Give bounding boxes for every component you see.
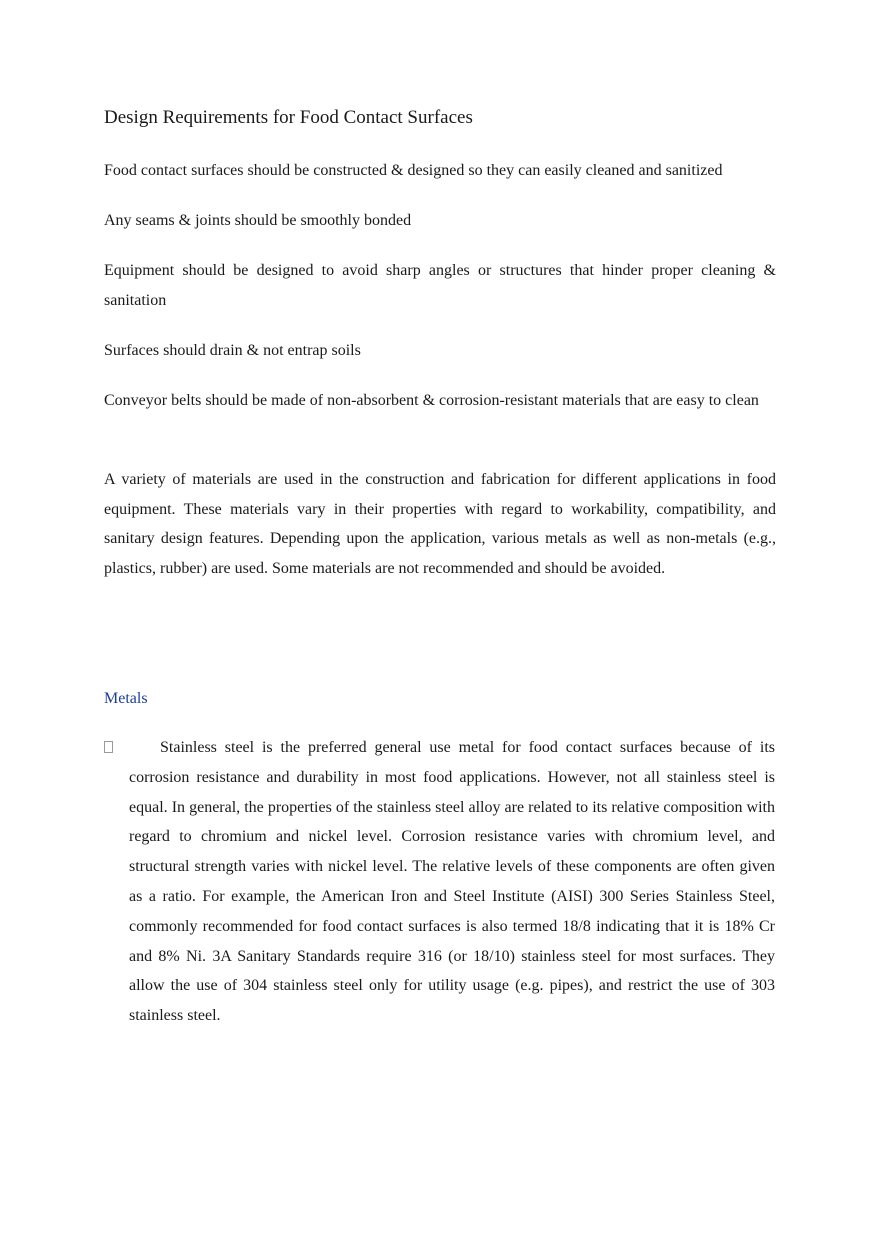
intro-paragraph: A variety of materials are used in the construction and fabrication for different applications in food equipment. These materials vary in their properties with regard to workability, compatibility, and sanitary design features. Depending upon the application, various metals as well as non-metals (e.g., plastics, rubber) are used. Some materials are not recommended and should be avoided. xyxy=(104,471,776,578)
missing-glyph-box-icon xyxy=(104,741,113,753)
metals-section-heading: Metals xyxy=(104,690,148,707)
document-title: Design Requirements for Food Contact Surfaces xyxy=(104,107,473,128)
requirement-paragraph: Surfaces should drain & not entrap soils xyxy=(104,342,361,359)
stainless-steel-bullet-text: Stainless steel is the preferred general use metal for food contact surfaces because of its corrosion resistance and durability in most food applications. However, not all stainless steel is equal. In general, the properties of the stainless steel alloy are related to its relative composition with regard to chromium and nickel level. Corrosion resistance varies with chromium level, and structural strength varies with nickel level. The relative levels of these components are often given as a ratio. For example, the American Iron and Steel Institute (AISI) 300 Series Stainless Steel, commonly recommended for food contact surfaces is also termed 18/8 indicating that it is 18% Cr and 8% Ni. 3A Sanitary Standards require 316 (or 18/10) stainless steel for most surfaces. They allow the use of 304 stainless steel only for utility usage (e.g. pipes), and restrict the use of 303 stainless steel. xyxy=(129,739,775,1025)
requirement-paragraph: Conveyor belts should be made of non-absorbent & corrosion-resistant materials that are easy to clean xyxy=(104,392,759,409)
requirement-paragraph: Any seams & joints should be smoothly bonded xyxy=(104,212,412,229)
requirement-paragraph: Equipment should be designed to avoid sharp angles or structures that hinder proper cleaning & sanitation xyxy=(104,262,776,309)
requirement-paragraph: Food contact surfaces should be constructed & designed so they can easily cleaned and sanitized xyxy=(104,162,723,179)
